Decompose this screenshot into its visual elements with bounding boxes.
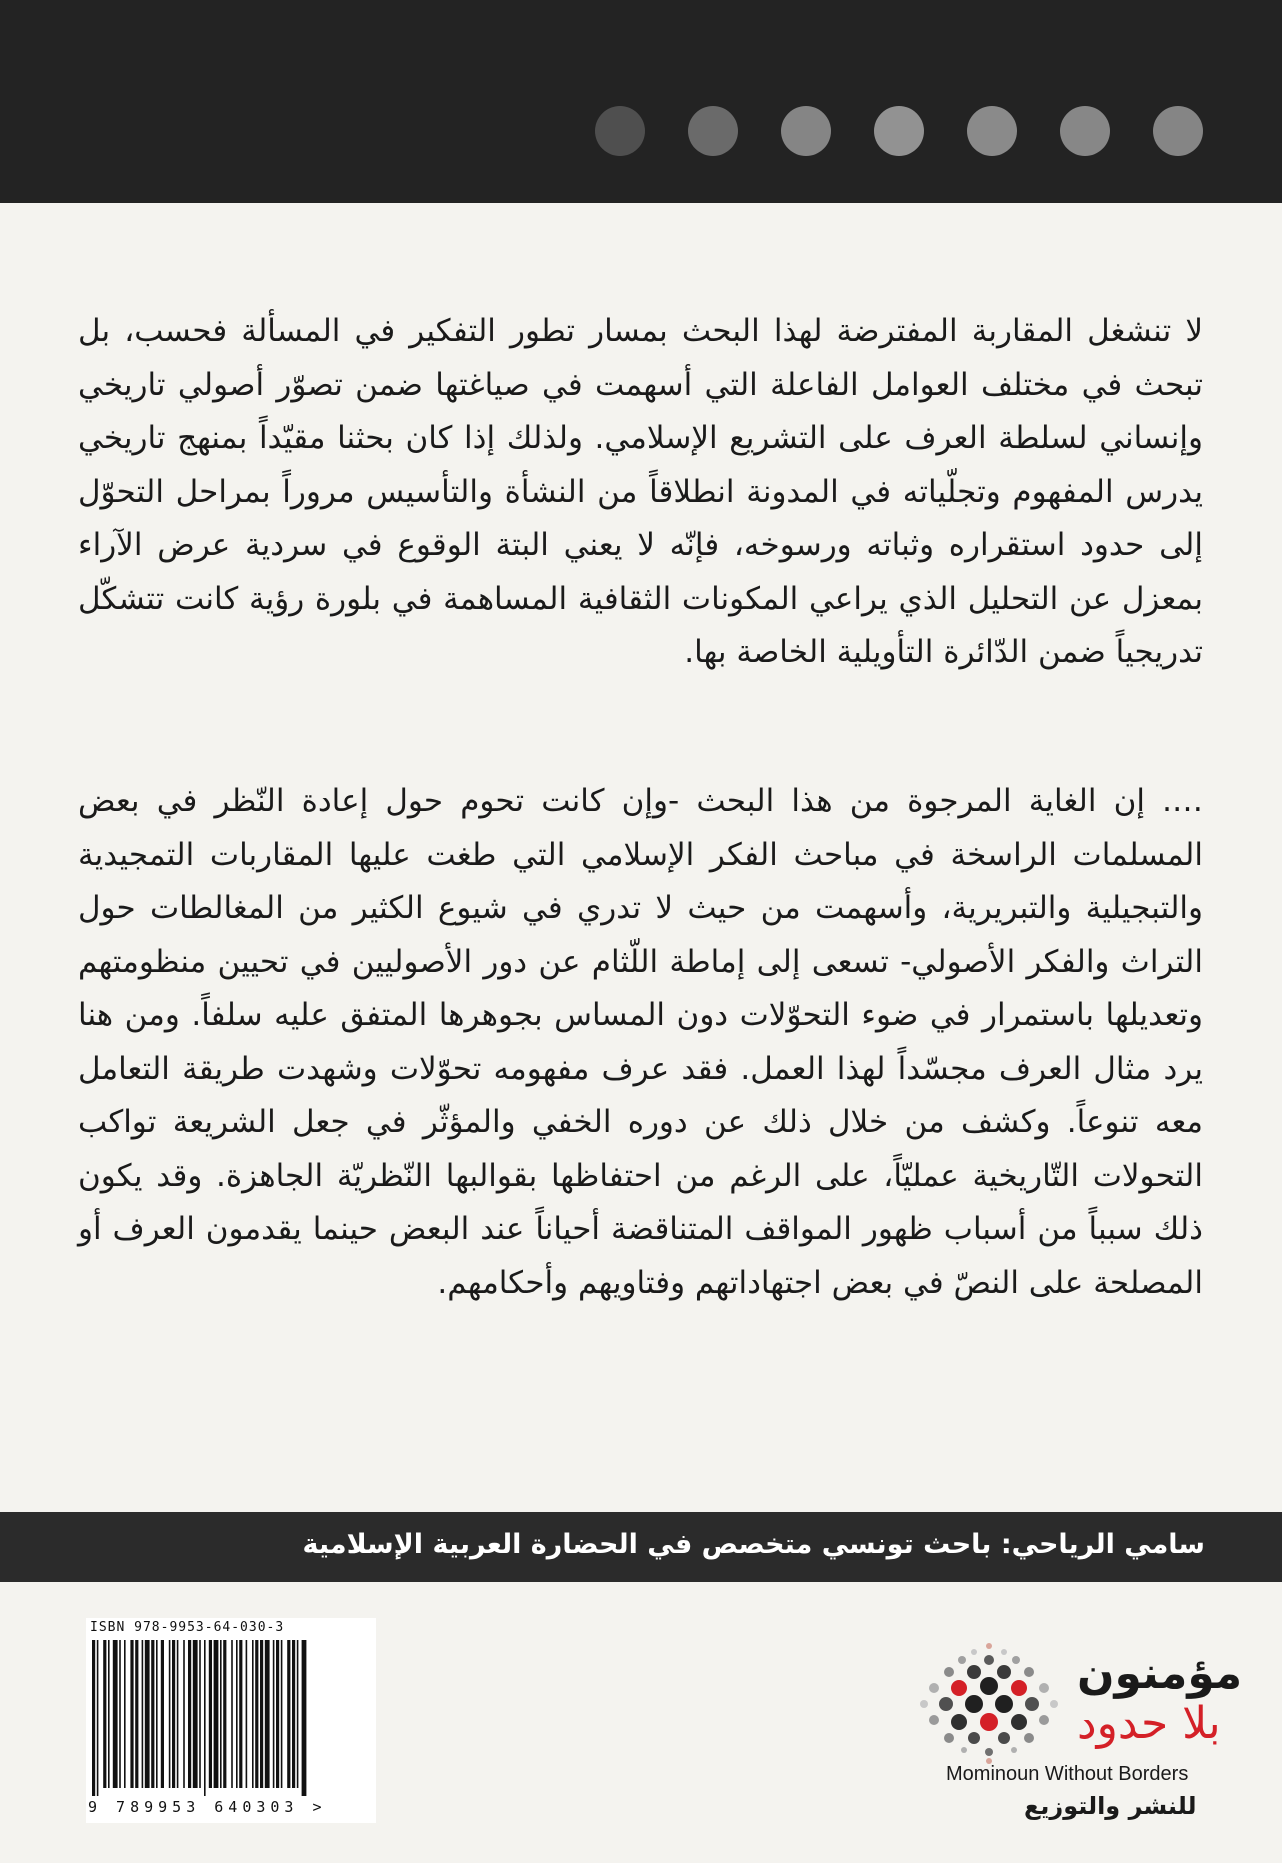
decorative-dots	[595, 106, 1215, 158]
dot-icon	[595, 106, 645, 156]
author-description: سامي الرياحي: باحث تونسي متخصص في الحضارة العربية الإسلامية	[302, 1529, 1205, 1560]
blurb-paragraph-1: لا تنشغل المقاربة المفترضة لهذا البحث بمسار تطور التفكير في المسألة فحسب، بل تبحث في مختلف العوامل الفاعلة التي أسهمت في صياغتها ضمن تصوّر أصولي تاريخي وإنساني لسلطة العرف على التشريع الإسلامي. ولذلك إذا كان بحثنا مقيّداً بمنهج تاريخي يدرس المفهوم وتجلّياته في المدونة انطلاقاً من النشأة والتأسيس مروراً بمراحل التحوّل إلى حدود استقراره وثباته ورسوخه، فإنّه لا يعني البتة الوقوع في سردية عرض الآراء بمعزل عن التحليل الذي يراعي المكونات الثقافية المساهمة في بلورة رؤية كانت تتشكّل تدريجياً ضمن الدّائرة التأويلية الخاصة بها.	[78, 313, 1203, 670]
publisher-name-en: Mominoun Without Borders	[946, 1763, 1189, 1785]
publisher-logo	[904, 1640, 1243, 1840]
isbn-label: ISBN 978-9953-64-030-3	[90, 1620, 285, 1635]
dot-icon	[1060, 106, 1110, 156]
dot-cluster-logo-icon	[904, 1640, 1074, 1765]
blurb-paragraph-2: …. إن الغاية المرجوة من هذا البحث -وإن كانت تحوم حول إعادة النّظر في بعض المسلمات الراسخة في مباحث الفكر الإسلامي التي طغت عليها المقاربات التمجيدية والتبجيلية والتبريرية، وأسهمت من حيث لا تدري في شيوع الكثير من المغالطات حول التراث والفكر الأصولي- تسعى إلى إماطة اللّثام عن دور الأصوليين في تحيين منظومتهم وتعديلها باستمرار في ضوء التحوّلات دون المساس بجوهرها المتفق عليه سلفاً. ومن هنا يرد مثال العرف مجسّداً لهذا العمل. فقد عرف مفهومه تحوّلات وشهدت طريقة التعامل معه تنوعاً. وكشف من خلال ذلك عن دوره الخفي والمؤثّر في جعل الشريعة تواكب التحولات التّاريخية عمليّاً، على الرغم من احتفاظها بقوالبها النّظريّة الجاهزة. وقد يكون ذلك سبباً من أسباب ظهور المواقف المتناقضة أحياناً عند البعض حينما يقدمون العرف أو المصلحة على النصّ في بعض اجتهاداتهم وفتاويهم وأحكامهم.	[78, 783, 1203, 1301]
barcode-icon	[90, 1640, 372, 1796]
publisher-name-ar-line1: مؤمنون	[1077, 1648, 1243, 1699]
dot-icon	[874, 106, 924, 156]
barcode-digits: 9 789953 640303 >	[88, 1798, 327, 1816]
publisher-tagline: للنشر والتوزيع	[1024, 1792, 1197, 1820]
top-dark-band	[0, 0, 1282, 203]
dot-icon	[967, 106, 1017, 156]
publisher-name-ar-line2: بلا حدود	[1077, 1698, 1221, 1749]
dot-icon	[1153, 106, 1203, 156]
author-band	[0, 1512, 1282, 1582]
dot-icon	[688, 106, 738, 156]
isbn-barcode	[86, 1618, 376, 1823]
dot-icon	[781, 106, 831, 156]
